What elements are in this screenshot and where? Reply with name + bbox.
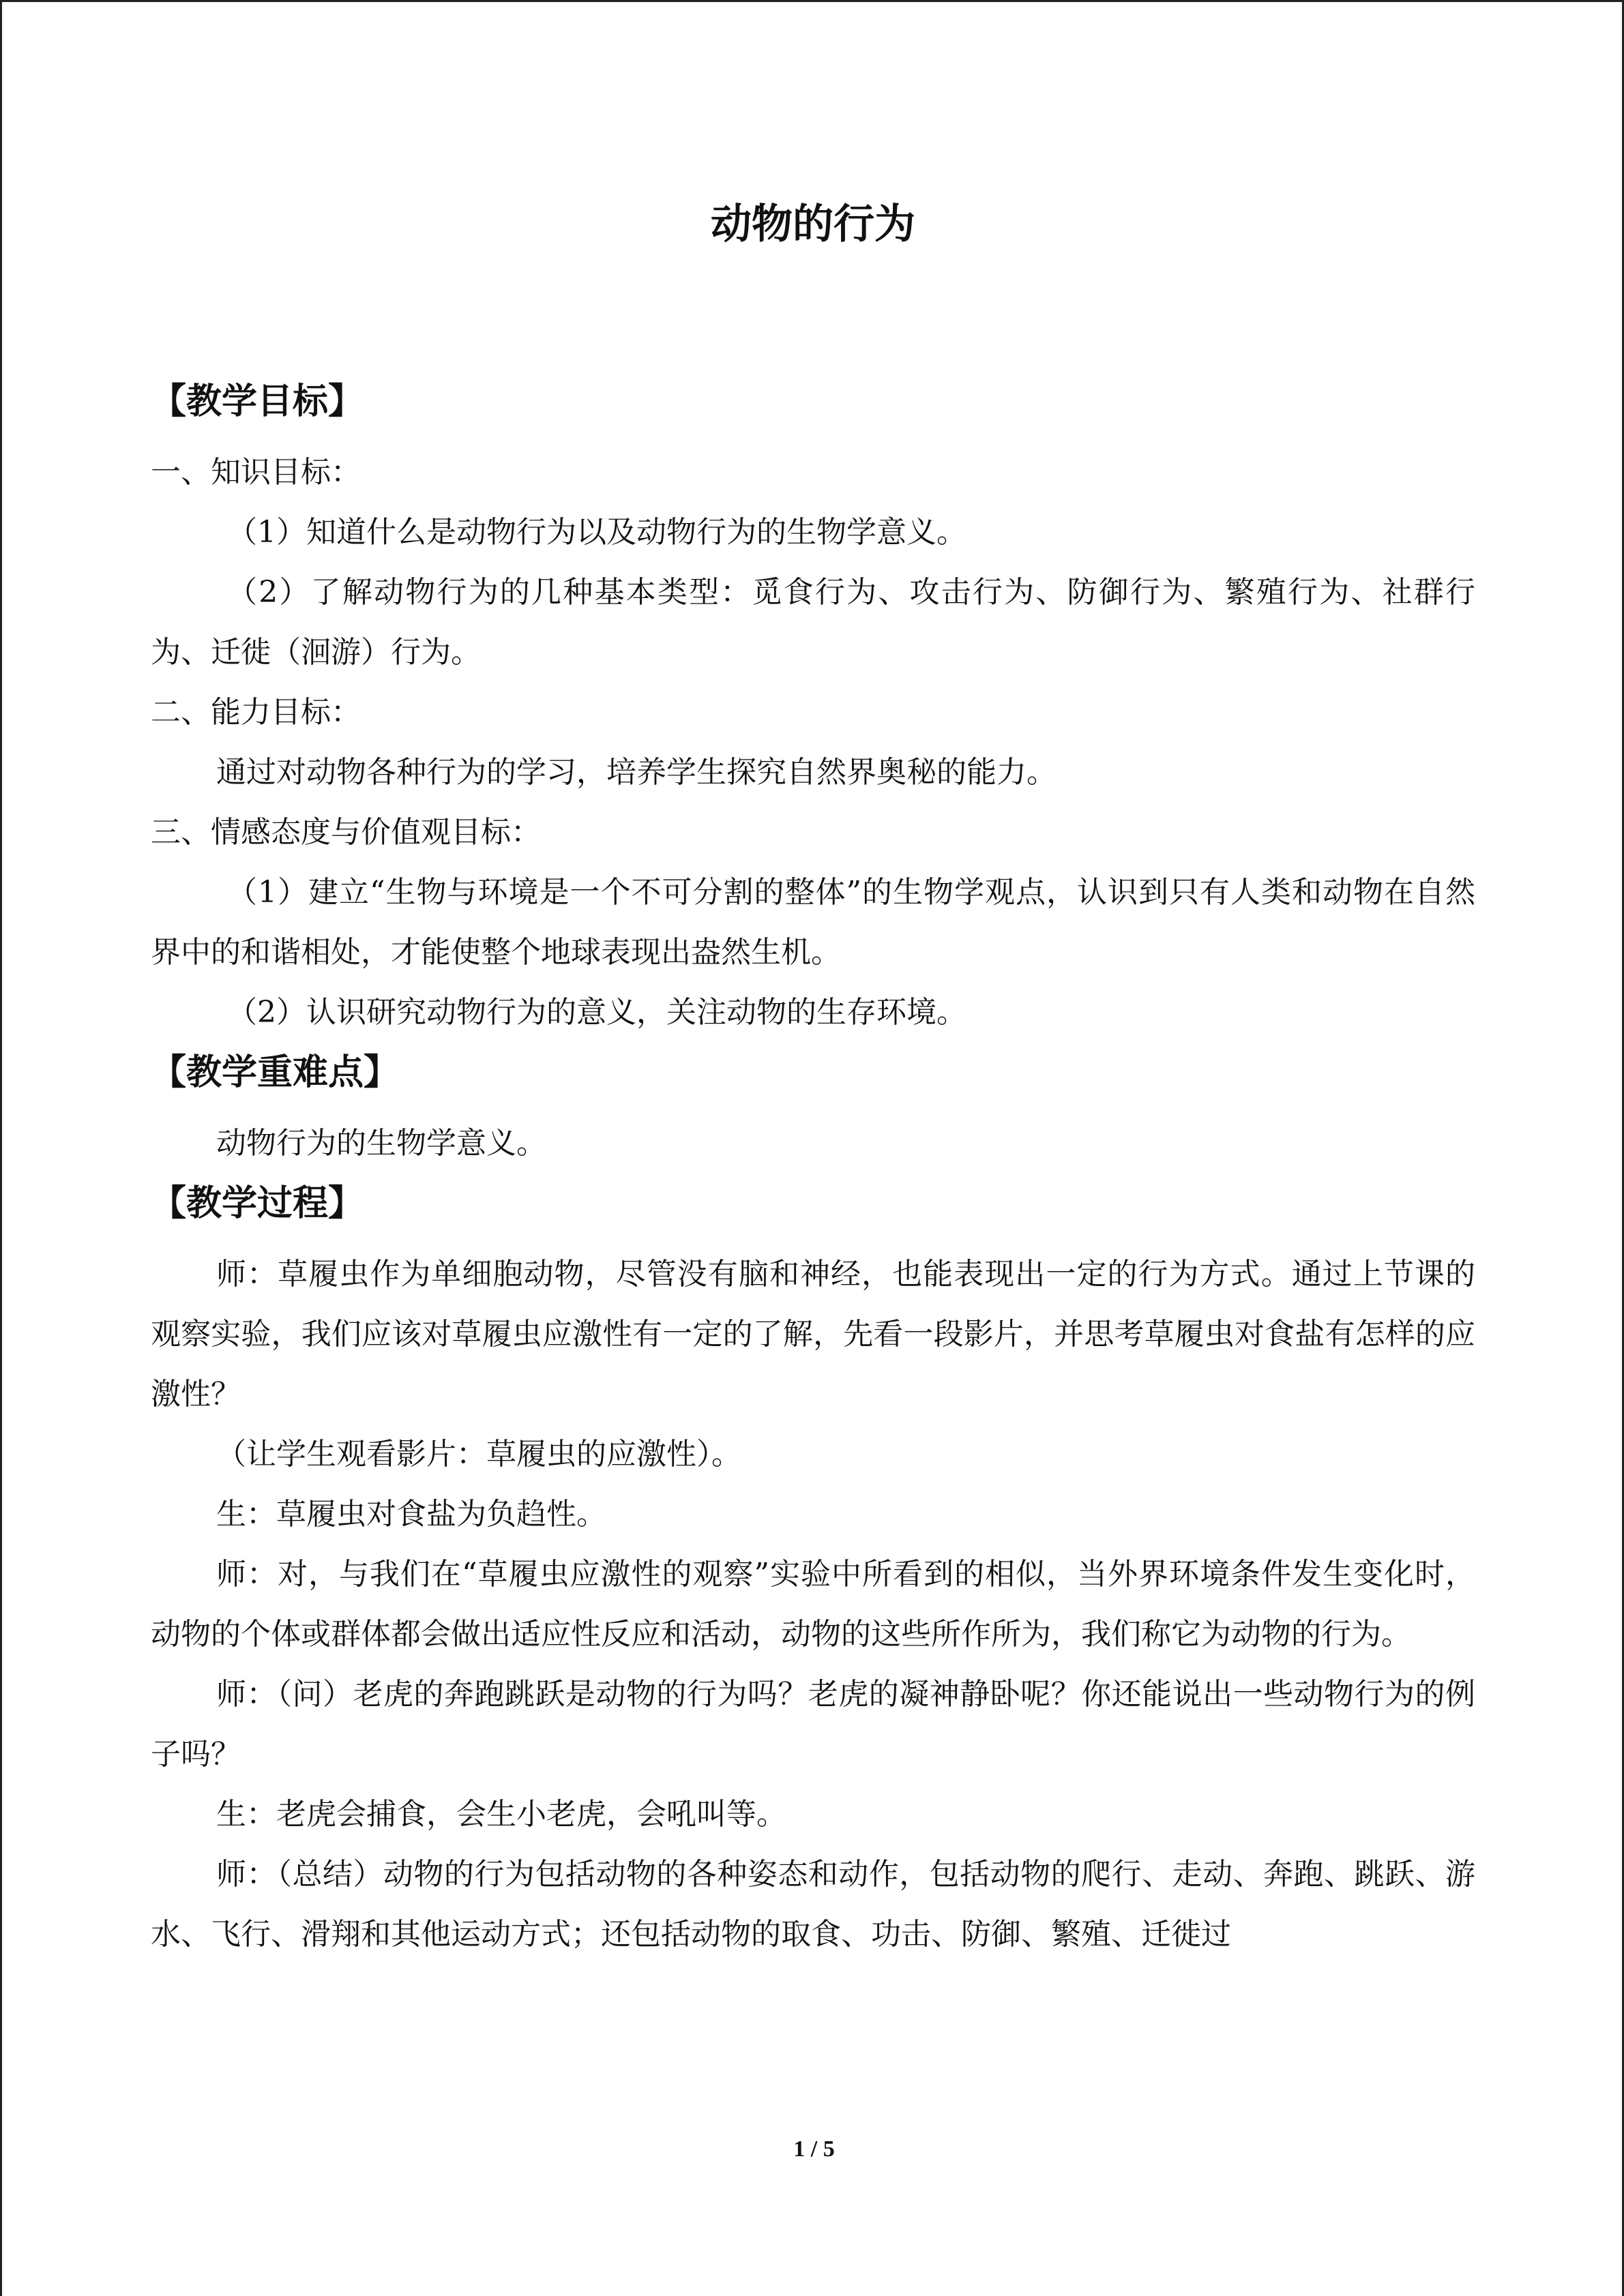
process-paragraph-5: 师：（问）老虎的奔跑跳跃是动物的行为吗？老虎的凝神静卧呢？你还能说出一些动物行为的例子吗？ bbox=[151, 1677, 1475, 1772]
process-paragraph-2: （让学生观看影片：草履虫的应激性）。 bbox=[216, 1437, 741, 1472]
document-body bbox=[151, 200, 1475, 1965]
knowledge-objective-2: （2）了解动物行为的几种基本类型：觅食行为、攻击行为、防御行为、繁殖行为、社群行为、迁徙（洄游）行为。 bbox=[151, 575, 1475, 670]
knowledge-objective-1: （1）知道什么是动物行为以及动物行为的生物学意义。 bbox=[227, 515, 966, 550]
section-heading-key-points: 【教学重难点】 bbox=[151, 1052, 400, 1093]
process-paragraph-4: 师：对，与我们在“草履虫应激性的观察”实验中所看到的相似，当外界环境条件发生变化时，动物的个体或群体都会做出适应性反应和活动，动物的这些所作所为，我们称它为动物的行为。 bbox=[151, 1557, 1475, 1652]
key-points-text: 动物行为的生物学意义。 bbox=[216, 1126, 546, 1161]
section-heading-objectives: 【教学目标】 bbox=[151, 381, 364, 422]
section-heading-process: 【教学过程】 bbox=[151, 1183, 364, 1224]
document-title: 动物的行为 bbox=[711, 200, 915, 248]
page-number: 1 / 5 bbox=[793, 2136, 835, 2162]
knowledge-objectives-label: 一、知识目标： bbox=[151, 455, 361, 490]
process-paragraph-7: 师：（总结）动物的行为包括动物的各种姿态和动作，包括动物的爬行、走动、奔跑、跳跃、游水、飞行、滑翔和其他运动方式；还包括动物的取食、功击、防御、繁殖、迁徙过 bbox=[151, 1857, 1475, 1952]
emotion-objectives-label: 三、情感态度与价值观目标： bbox=[151, 815, 541, 850]
emotion-objective-2: （2）认识研究动物行为的意义，关注动物的生存环境。 bbox=[227, 995, 966, 1030]
ability-objectives-label: 二、能力目标： bbox=[151, 695, 361, 730]
process-paragraph-3: 生：草履虫对食盐为负趋性。 bbox=[216, 1497, 606, 1532]
emotion-objective-1: （1）建立“生物与环境是一个不可分割的整体”的生物学观点，认识到只有人类和动物在自然界中的和谐相处，才能使整个地球表现出盎然生机。 bbox=[151, 875, 1475, 970]
ability-objective-text: 通过对动物各种行为的学习，培养学生探究自然界奥秘的能力。 bbox=[216, 755, 1057, 790]
process-paragraph-1: 师：草履虫作为单细胞动物，尽管没有脑和神经，也能表现出一定的行为方式。通过上节课的观察实验，我们应该对草履虫应激性有一定的了解，先看一段影片，并思考草履虫对食盐有怎样的应激性？ bbox=[151, 1257, 1475, 1412]
process-paragraph-6: 生：老虎会捕食，会生小老虎，会吼叫等。 bbox=[216, 1797, 786, 1832]
